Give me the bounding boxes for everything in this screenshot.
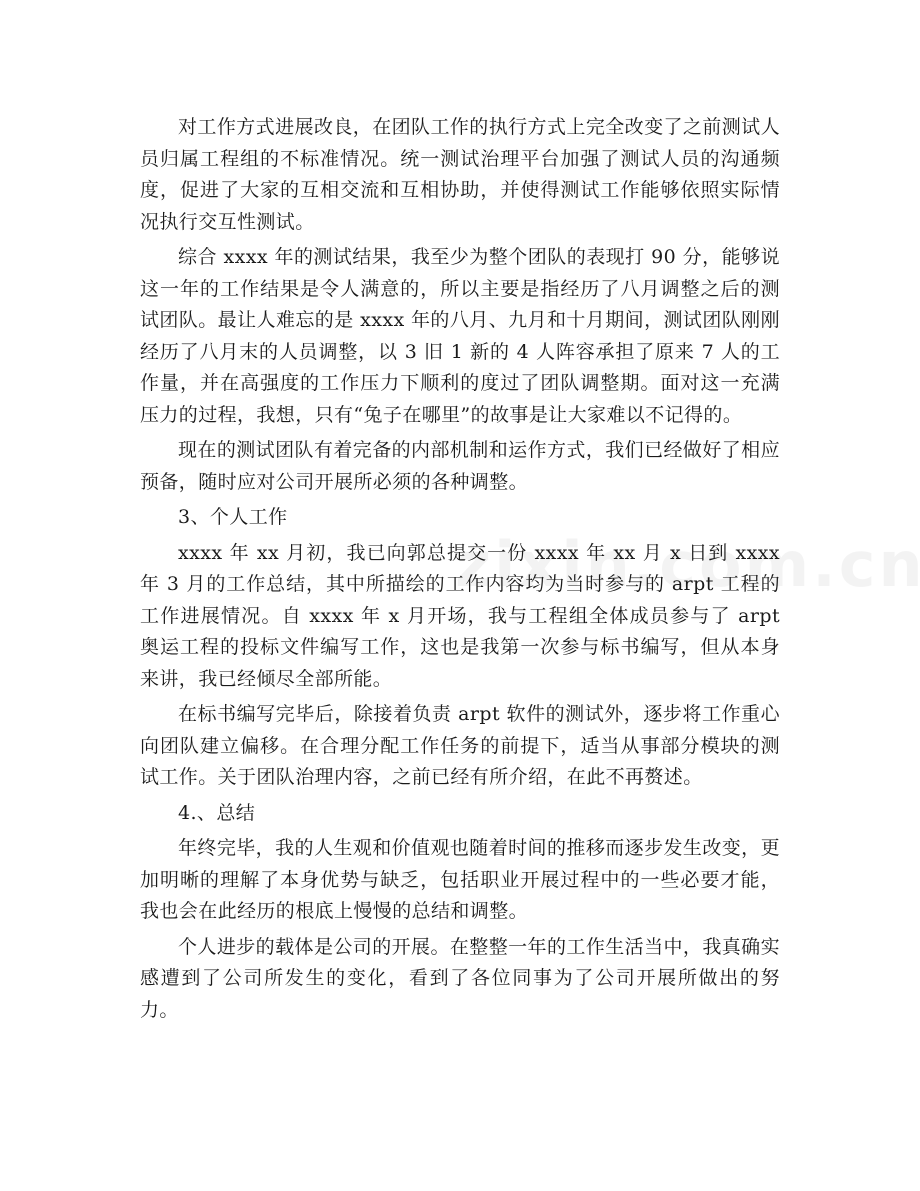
paragraph-work-method: 对工作方式进展改良，在团队工作的执行方式上完全改变了之前测试人员归属工程组的不标准情况。统一测试治理平台加强了测试人员的沟通频度，促进了大家的互相交流和互相协助，并使得测试工作能够依照实际情况执行交互性测试。 [140,116,780,233]
document-body [140,112,780,1030]
paragraph-year-end: 年终完毕，我的人生观和价值观也随着时间的推移而逐步发生改变，更加明晰的理解了本身优势与缺乏，包括职业开展过程中的一些必要才能，我也会在此经历的根底上慢慢的总结和调整。 [140,837,780,922]
paragraph-personal-progress: 个人进步的载体是公司的开展。在整整一年的工作生活当中，我真确实感遭到了公司所发生的变化，看到了各位同事为了公司开展所做出的努力。 [140,935,780,1021]
paragraph-test-results: 综合 xxxx 年的测试结果，我至少为整个团队的表现打 90 分，能够说这一年的工作结果是令人满意的，所以主要是指经历了八月调整之后的测试团队。最让人难忘的是 xxxx 年的八月、九月和十月期间，测试团队刚刚经历了八月末的人员调整，以 3 旧 1 新的 4 人阵容承担了原来 7 人的工作量，并在高强度的工作压力下顺利的度过了团队调整期。面对这一充满压力的过程，我想，只有“兔子在哪里”的故事是让大家难以不记得的。 [140,246,780,426]
paragraph-bid-writing: 在标书编写完毕后，除接着负责 arpt 软件的测试外，逐步将工作重心向团队建立偏移。在合理分配工作任务的前提下，适当从事部分模块的测试工作。关于团队治理内容，之前已经有所介绍，在此不再赘述。 [140,703,780,788]
paragraph-team-mechanism: 现在的测试团队有着完备的内部机制和运作方式，我们已经做好了相应预备，随时应对公司开展所必须的各种调整。 [140,439,780,493]
section-heading-conclusion: 4.、总结 [178,801,256,824]
paragraph-personal-work-summary: xxxx 年 xx 月初，我已向郭总提交一份 xxxx 年 xx 月 x 日到 xxxx 年 3 月的工作总结，其中所描绘的工作内容均为当时参与的 arpt 工程的工作进展情况。自 xxxx 年 x 月开场，我与工程组全体成员参与了 arpt 奥运工程的投标文件编写工作，这也是我第一次参与标书编写，但从本身来讲，我已经倾尽全部所能。 [140,541,780,690]
section-heading-personal-work: 3、个人工作 [178,506,288,528]
